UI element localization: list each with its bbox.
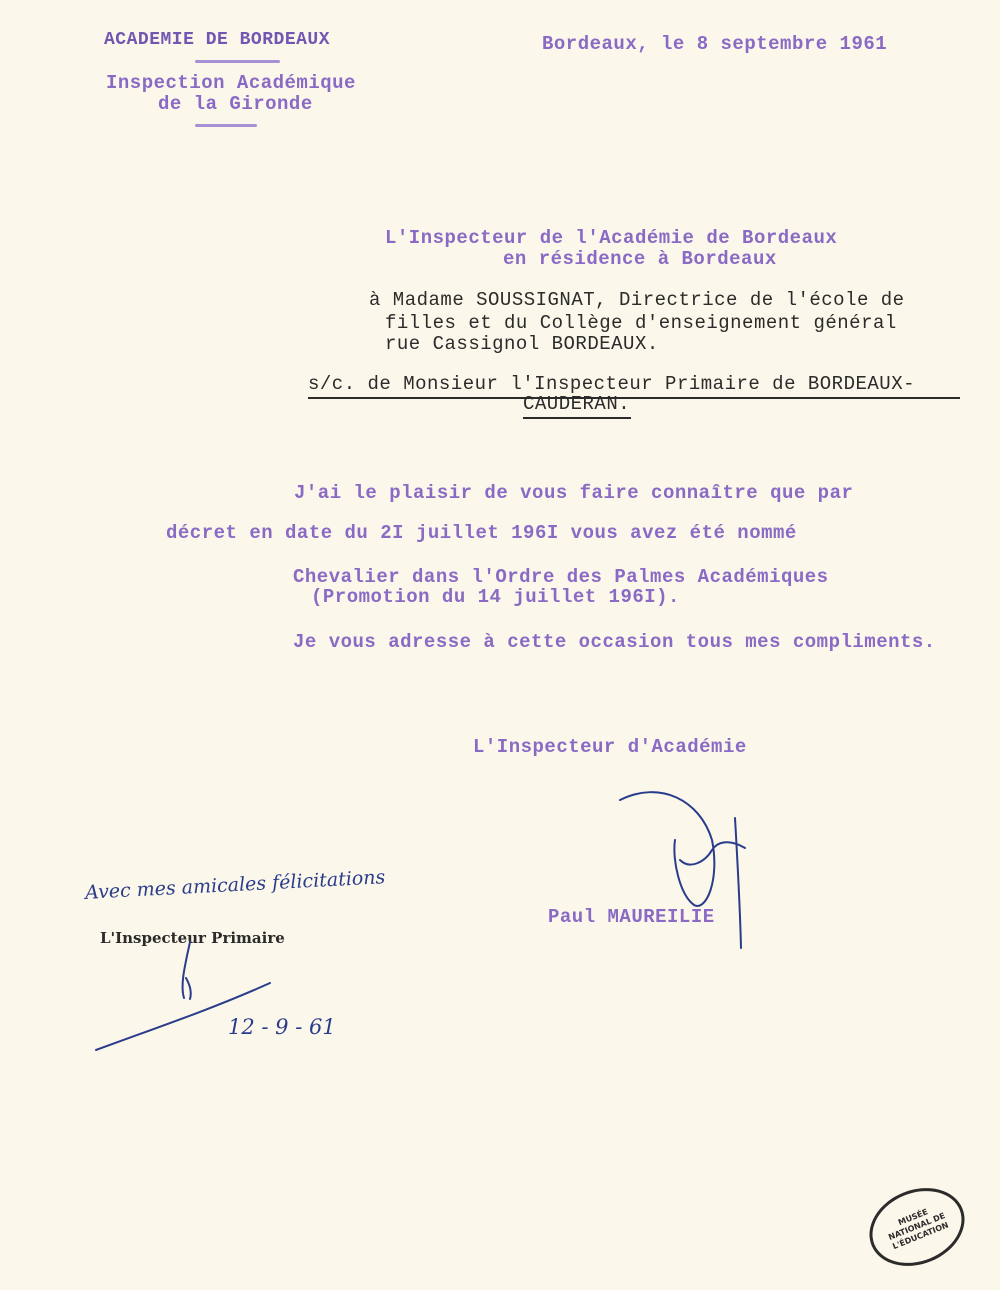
handwritten-note: Avec mes amicales félicitations [84,866,386,904]
body-paragraph-2: décret en date du 2I juillet 196I vous avez été nommé [166,522,797,544]
inspector-signature [620,792,745,948]
primary-inspector-stamp: L'Inspecteur Primaire [100,929,285,947]
via-line-1: s/c. de Monsieur l'Inspecteur Primaire de BORDEAUX- [308,373,915,395]
sender-line-2: en résidence à Bordeaux [503,248,777,270]
letterhead-academy: ACADEMIE DE BORDEAUX [104,30,331,50]
archive-stamp-text: MUSÉE NATIONAL DE L'ÉDUCATION [887,1207,950,1252]
letterhead-inspection: Inspection Académique [106,72,356,94]
body-paragraph-1: J'ai le plaisir de vous faire connaître que par [294,482,854,504]
via-line-2: CAUDERAN. [523,393,631,415]
letterhead-gironde: de la Gironde [158,93,313,115]
recipient-line-3: rue Cassignol BORDEAUX. [385,333,659,355]
sender-line-1: L'Inspecteur de l'Académie de Bordeaux [385,227,838,249]
recipient-line-1: à Madame SOUSSIGNAT, Directrice de l'école de [369,289,905,311]
honor-line-1: Chevalier dans l'Ordre des Palmes Académiques [293,566,829,588]
handwritten-date: 12 - 9 - 61 [228,1015,336,1039]
date-line: Bordeaux, le 8 septembre 1961 [542,33,888,55]
primary-inspector-signature [96,942,270,1050]
honor-line-2: (Promotion du 14 juillet 196I). [311,586,680,608]
signatory-title: L'Inspecteur d'Académie [473,736,747,758]
signatory-name: Paul MAUREILIE [548,906,715,928]
closing-line: Je vous adresse à cette occasion tous mes compliments. [293,631,936,653]
recipient-line-2: filles et du Collège d'enseignement général [385,312,897,334]
